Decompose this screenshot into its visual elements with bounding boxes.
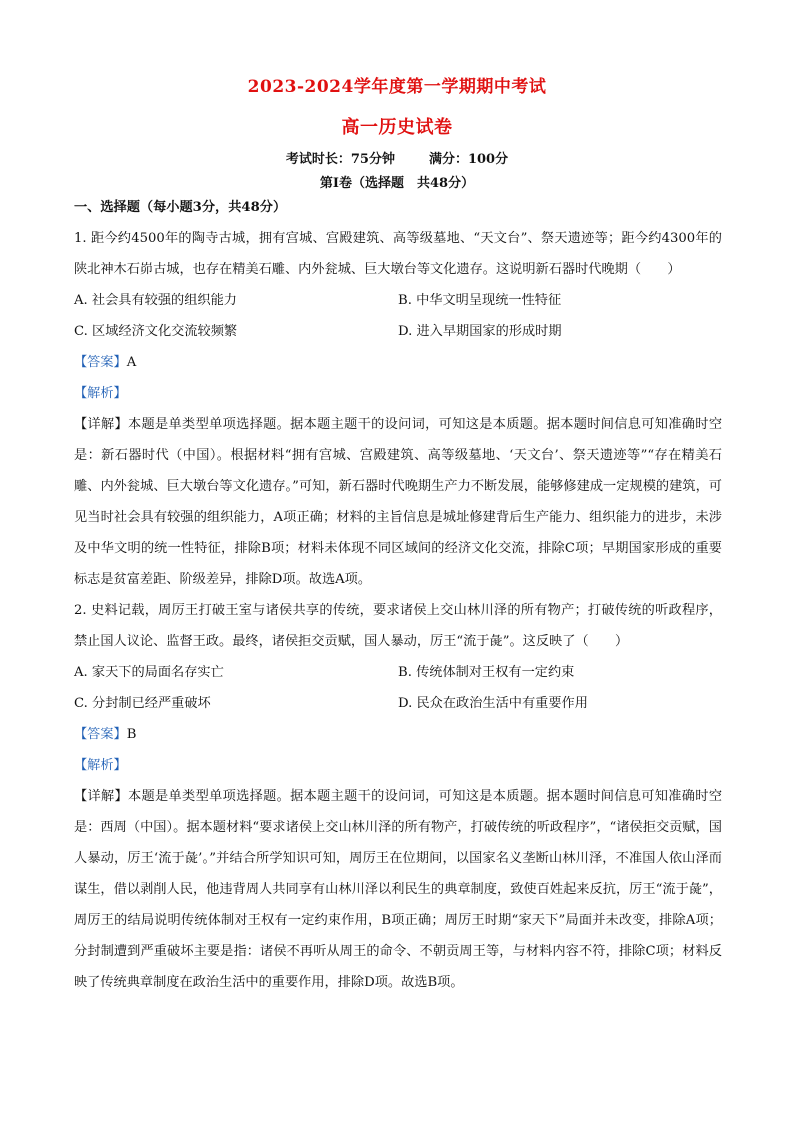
option-b: B. 传统体制对王权有一定约束 — [398, 665, 575, 680]
section-heading: 一、选择题（每小题3分，共48分） — [74, 200, 287, 215]
detail-text: 本题是单类型单项选择题。据本题主题干的设问词，可知这是本质题。据本题时间信息可知准确时空是：西周（中国）。据本题材料“要求诸侯上交山林川泽的所有物产，打破传统的听政程序”，“诸侯拒交贡赋，国人暴动，厉王‘流于彘’。”并结合所学知识可知，周厉王在位期间，以国家名义垄断山林川泽，不准国人依山泽而谋生，借以剥削人民，他违背周人共同享有山林川泽以利民生的典章制度，致使百姓起来反抗，厉王“流于彘”，周厉王的结局说明传统体制对王权有一定约束作用，B项正确；周厉王时期“家天下”局面并未改变，排除A项；分封制遭到严重破坏主要是指：诸侯不再听从周王的命令、不朝贡周王等，与材料内容不符，排除C项；材料反映了传统典章制度在政治生活中的重要作用，排除D项。故选B项。 — [74, 789, 723, 990]
detail-paragraph — [74, 409, 722, 595]
question-2 — [74, 595, 722, 998]
detail-text: 本题是单类型单项选择题。据本题主题干的设问词，可知这是本质题。据本题时间信息可知准确时空是：新石器时代（中国）。根据材料“拥有宫城、宫殿建筑、高等级墓地、‘天文台’、祭天遗迹等”“存在精美石雕、内外瓮城、巨大墩台等文化遗存。”可知，新石器时代晚期生产力不断发展，能够修建成一定规模的建筑，可见当时社会具有较强的组织能力，A项正确；材料的主旨信息是城址修建背后生产能力、组织能力的进步，未涉及中华文明的统一性特征，排除B项；材料未体现不同区域间的经济文化交流，排除C项；早期国家形成的重要标志是贫富差距、阶级差异，排除D项。故选A项。 — [74, 417, 723, 587]
question-stem: 1. 距今约4500年的陶寺古城，拥有宫城、宫殿建筑、高等级墓地、“天文台”、祭天遗迹等；距今约4300年的陕北神木石峁古城，也存在精美石雕、内外瓮城、巨大墩台等文化遗存。这说明新石器时代晚期（ ） — [74, 231, 722, 277]
question-body — [74, 197, 722, 998]
option-a: A. 家天下的局面名存实亡 — [74, 665, 224, 680]
exam-subtitle: 高一历史试卷 — [341, 117, 453, 138]
answer-tag: 【答案】 — [74, 355, 127, 370]
exam-duration: 考试时长：75分钟 — [285, 152, 395, 167]
option-d: D. 民众在政治生活中有重要作用 — [398, 696, 588, 711]
option-c: C. 分封制已经严重破坏 — [74, 696, 211, 711]
answer-tag: 【答案】 — [74, 727, 127, 742]
detail-tag: 【详解】 — [74, 789, 129, 804]
exam-title: 2023-2024学年度第一学期期中考试 — [247, 77, 547, 97]
option-c: C. 区域经济文化交流较频繁 — [74, 324, 238, 339]
question-stem: 2. 史料记载，周厉王打破王室与诸侯共享的传统，要求诸侯上交山林川泽的所有物产；打破传统的听政程序，禁止国人议论、监督王政。最终，诸侯拒交贡赋，国人暴动，厉王“流于彘”。这反映了（ ） — [74, 603, 722, 649]
answer-value: B — [126, 727, 137, 742]
part-heading: 第Ⅰ卷（选择题 共48分） — [319, 176, 475, 191]
analysis-tag: 【解析】 — [74, 758, 127, 773]
option-a: A. 社会具有较强的组织能力 — [74, 293, 237, 308]
exam-meta — [0, 148, 794, 167]
answer-line — [74, 347, 722, 378]
options — [74, 285, 722, 347]
option-b: B. 中华文明呈现统一性特征 — [398, 293, 562, 308]
detail-paragraph — [74, 781, 722, 998]
answer-value: A — [126, 355, 137, 370]
detail-tag: 【详解】 — [74, 417, 129, 432]
options — [74, 657, 722, 719]
analysis-tag: 【解析】 — [74, 386, 127, 401]
option-d: D. 进入早期国家的形成时期 — [398, 324, 562, 339]
question-1 — [74, 223, 722, 595]
answer-line — [74, 719, 722, 750]
exam-score: 满分：100分 — [428, 152, 509, 167]
